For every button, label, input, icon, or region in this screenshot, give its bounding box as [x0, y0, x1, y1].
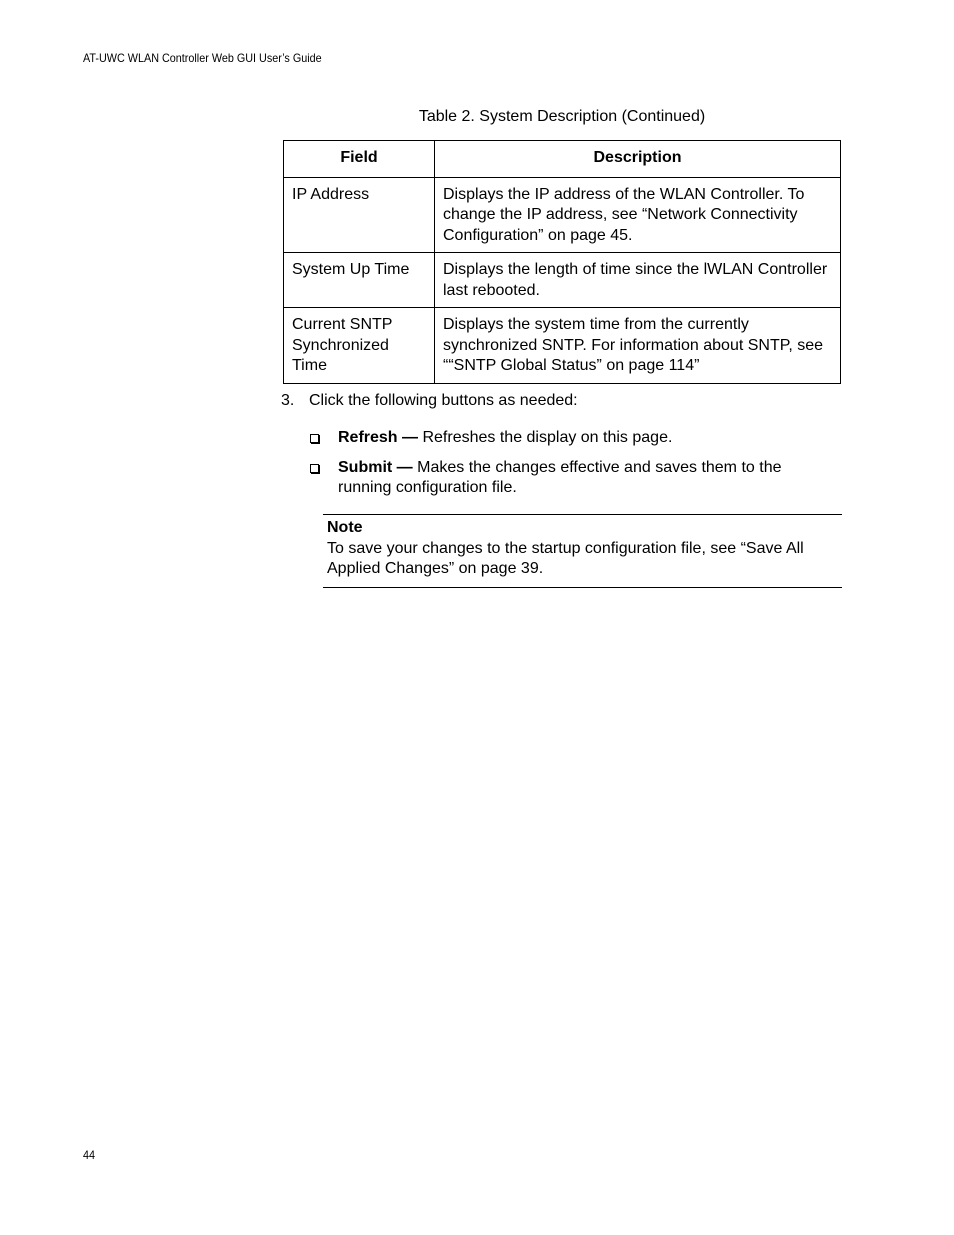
description-cell: Displays the IP address of the WLAN Controller. To change the IP address, see “Network Connectivity Configuration” on page 45. — [435, 177, 841, 253]
list-item — [308, 458, 828, 499]
table-caption: Table 2. System Description (Continued) — [418, 108, 706, 125]
page-number: 44 — [83, 1148, 96, 1162]
note-title: Note — [327, 519, 363, 536]
column-header-description: Description — [435, 141, 841, 178]
step-number: 3. — [281, 392, 295, 409]
column-header-field: Field — [284, 141, 435, 178]
description-cell: Displays the length of time since the lWLAN Controller last rebooted. — [435, 253, 841, 308]
table-header-row — [284, 141, 841, 178]
field-cell: System Up Time — [284, 253, 435, 308]
table-row — [284, 308, 841, 384]
button-list — [308, 428, 828, 508]
square-bullet-icon — [310, 434, 319, 443]
note-body: To save your changes to the startup configuration file, see “Save All Applied Changes” on page 39. — [327, 539, 804, 577]
system-description-table — [283, 140, 841, 384]
field-cell: IP Address — [284, 177, 435, 253]
field-cell: Current SNTP Synchronized Time — [284, 308, 435, 384]
table-row — [284, 177, 841, 253]
description-cell: Displays the system time from the currently synchronized SNTP. For information about SNTP, see ““SNTP Global Status” on page 114” — [435, 308, 841, 384]
step-instruction — [281, 392, 578, 410]
bullet-text: Refreshes the display on this page. — [418, 429, 673, 446]
note-box — [323, 514, 842, 588]
bullet-text: Makes the changes effective and saves them to the running configuration file. — [338, 458, 782, 496]
list-item — [308, 428, 828, 449]
bullet-term: Submit — — [338, 458, 413, 476]
square-bullet-icon — [310, 464, 319, 473]
running-header: AT-UWC WLAN Controller Web GUI User’s Guide — [83, 51, 322, 65]
table-row — [284, 253, 841, 308]
bullet-term: Refresh — — [338, 429, 419, 446]
step-text: Click the following buttons as needed: — [309, 392, 578, 409]
